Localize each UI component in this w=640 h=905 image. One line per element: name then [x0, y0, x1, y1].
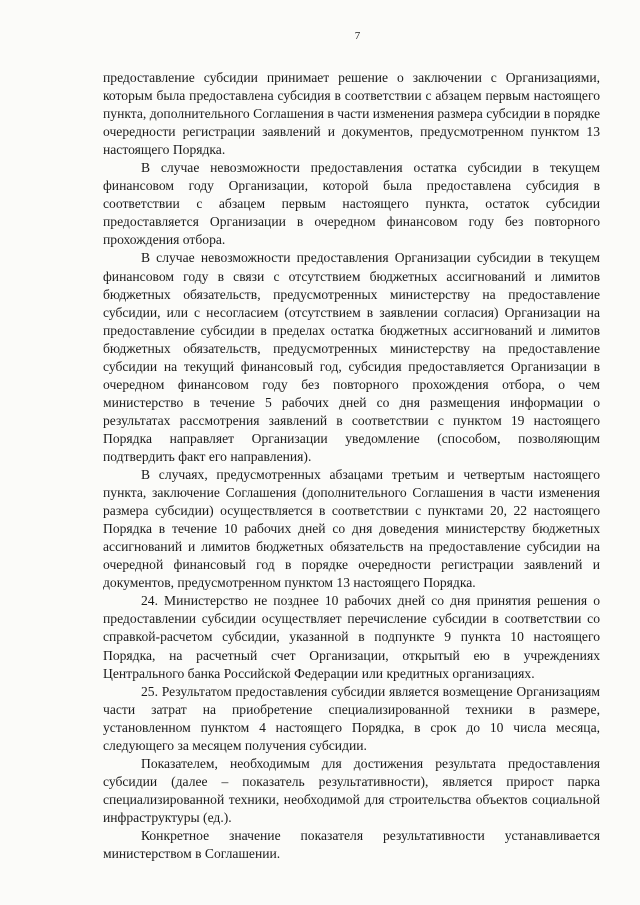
- paragraph-clause-25: 25. Результатом предоставления субсидии является возмещение Организациям части затрат на приобретение специализированной техники в размере, установленном пунктом 4 настоящего Порядка, в срок до 10 числа месяца, следующего за месяцем получения субсидии.: [103, 683, 600, 753]
- paragraph: Показателем, необходимым для достижения результата предоставления субсидии (далее – показатель результативности), является прирост парка специализированной техники, необходимой для строительства объектов социальной инфраструктуры (ед.).: [103, 755, 600, 825]
- paragraph-clause-24: 24. Министерство не позднее 10 рабочих дней со дня принятия решения о предоставлении субсидии осуществляет перечисление субсидии в соответствии со справкой-расчетом субсидии, указанной в подпункте 9 пункта 10 настоящего Порядка, на расчетный счет Организации, открытый ею в учреждениях Центрального банка Российской Федерации или кредитных организациях.: [103, 593, 600, 681]
- paragraph: предоставление субсидии принимает решение о заключении с Организациями, которым была предоставлена субсидия в соответствии с абзацем первым настоящего пункта, дополнительного Соглашения в части изменения размера субсидии в порядке очередности регистрации заявлений и документов, предусмотренном пунктом 13 настоящего Порядка.: [103, 70, 600, 158]
- paragraph: Конкретное значение показателя результативности устанавливается министерством в Соглашении.: [103, 827, 600, 862]
- paragraph: В случаях, предусмотренных абзацами третьим и четвертым настоящего пункта, заключение Соглашения (дополнительного Соглашения в части изменения размера субсидии) осуществляется в соответствии с пунктами 20, 22 настоящего Порядка в течение 10 рабочих дней со дня доведения министерству бюджетных ассигнований и лимитов бюджетных обязательств на предоставление субсидии на очередной финансовый год в порядке очередности регистрации заявлений и документов, предусмотренном пунктом 13 настоящего Порядка.: [103, 467, 600, 591]
- paragraph: В случае невозможности предоставления Организации субсидии в текущем финансовом году в связи с отсутствием бюджетных ассигнований и лимитов бюджетных обязательств, предусмотренных министерству на предоставление субсидии, или с несогласием (отсутствием в заявлении согласия) Организации на предоставление субсидии в пределах остатка бюджетных ассигнований и лимитов бюджетных обязательств, предусмотренных министерству на предоставление субсидии на текущий финансовый год, субсидия предоставляется Организации в очередном финансовом году без повторного прохождения отбора, о чем министерство в течение 5 рабочих дней со дня размещения информации о результатах рассмотрения заявлений в соответствии с пунктом 19 настоящего Порядка направляет Организации уведомление (способом, позволяющим подтвердить факт его направления).: [103, 250, 600, 464]
- paragraph: В случае невозможности предоставления остатка субсидии в текущем финансовом году Организации, которой была предоставлена субсидия в соответствии с абзацем первым настоящего пункта, остаток субсидии предоставляется Организации в очередном финансовом году без повторного прохождения отбора.: [103, 160, 600, 248]
- page-number: 7: [354, 30, 361, 42]
